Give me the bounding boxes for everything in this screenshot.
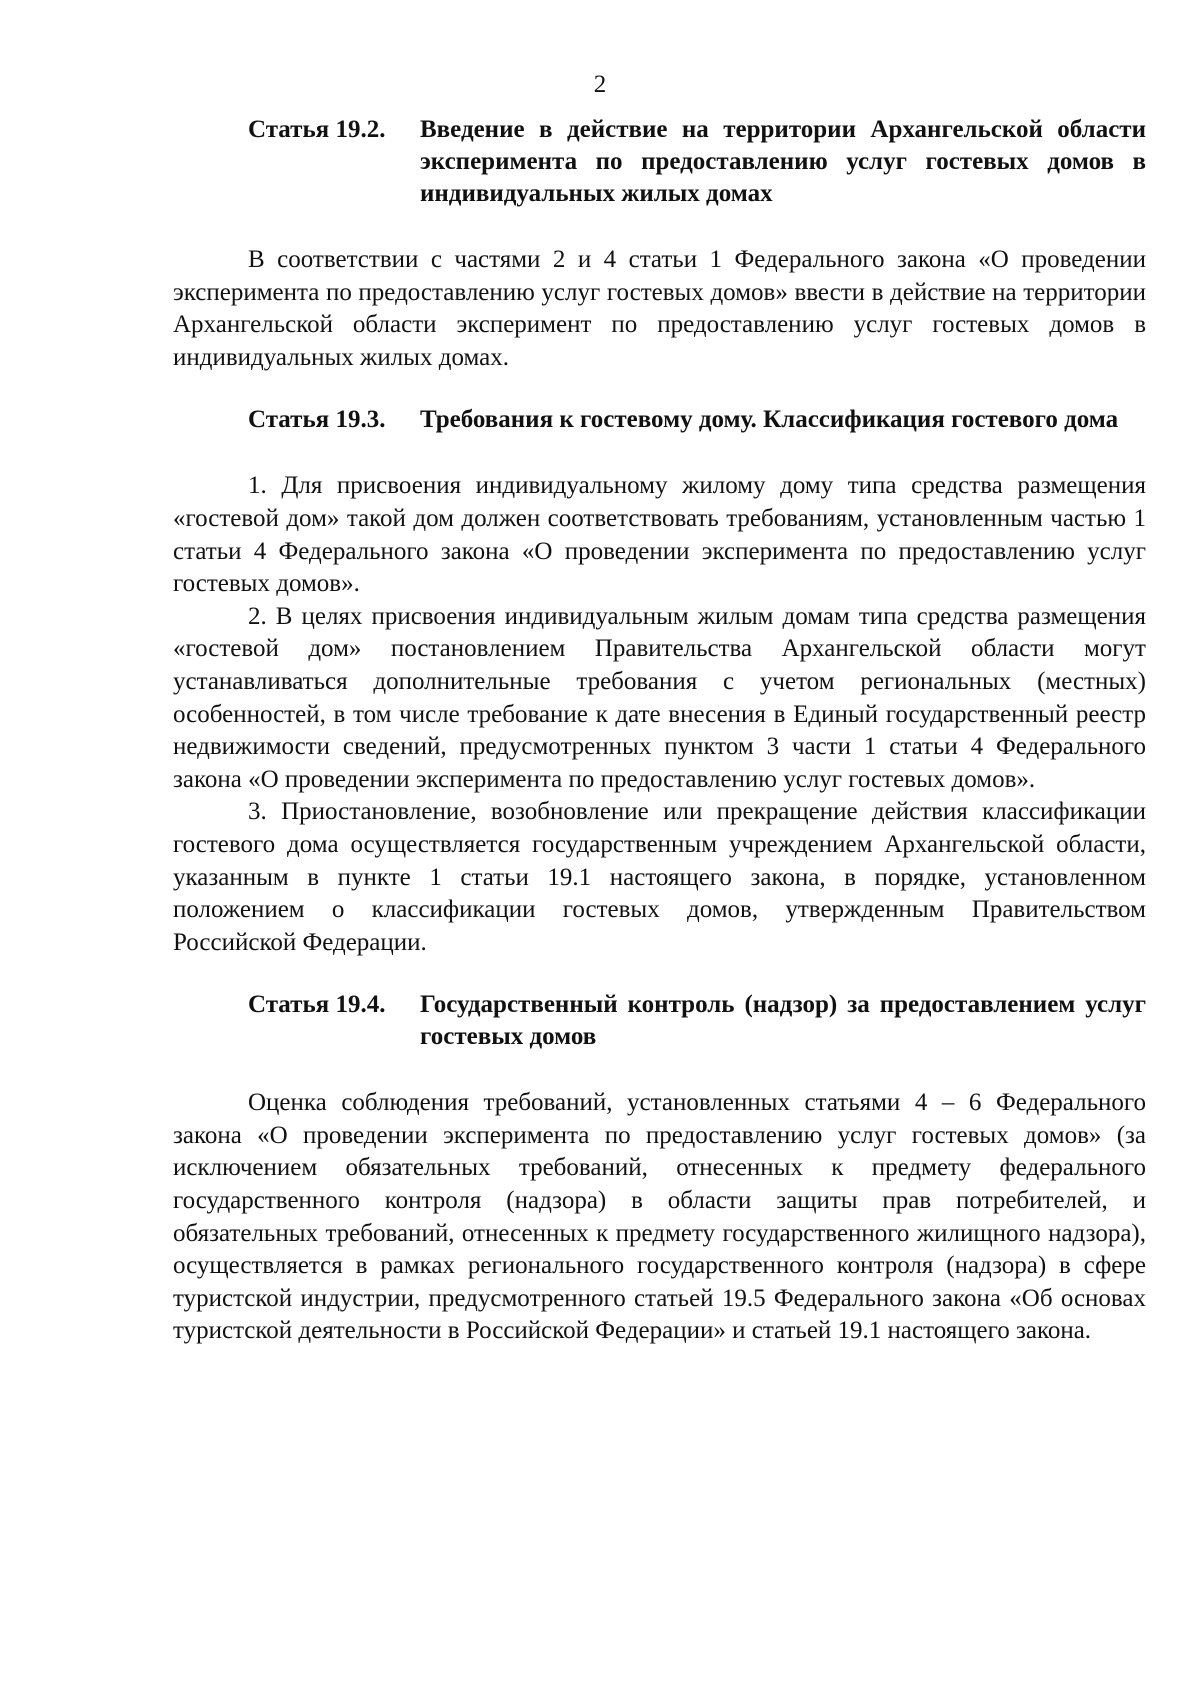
article-number: Статья 19.2. — [248, 116, 386, 143]
paragraph: 2. В целях присвоения индивидуальным жилым домам типа средства размещения «гостевой дом» постановлением Правительства Архангельской области могут устанавливаться дополнительные требования с учетом региональных (местных) особенностей, в том числе требование к дате внесения в Единый государственный реестр недвижимости сведений, предусмотренных пунктом 3 части 1 статьи 4 Федерального закона «О проведении эксперимента по предоставлению услуг гостевых домов». — [173, 602, 1146, 793]
article-heading-19-3 — [173, 404, 1146, 436]
article-title: Введение в действие на территории Архангельской области эксперимента по предоставлению услуг гостевых домов в индивидуальных жилых домах — [420, 116, 1146, 207]
paragraph: 3. Приостановление, возобновление или прекращение действия классификации гостевого дома осуществляется государственным учреждением Архангельской области, указанным в пункте 1 статьи 19.1 настоящего закона, в порядке, установленном положением о классификации гостевых домов, утвержденным Правительством Российской Федерации. — [173, 798, 1146, 956]
paragraph: Оценка соблюдения требований, установленных статьями 4 – 6 Федерального закона «О проведении эксперимента по предоставлению услуг гостевых домов» (за исключением обязательных требований, отнесенных к предмету федерального государственного контроля (надзора) в области защиты прав потребителей, и обязательных требований, отнесенных к предмету государственного жилищного надзора), осуществляется в рамках регионального государственного контроля (надзора) в сфере туристской индустрии, предусмотренного статьей 19.5 Федерального закона «Об основах туристской деятельности в Российской Федерации» и статьей 19.1 настоящего закона. — [173, 1089, 1146, 1345]
article-title: Требования к гостевому дому. Классификация гостевого дома — [420, 406, 1119, 434]
document-body — [173, 114, 1146, 1348]
article-heading-19-2 — [173, 114, 1146, 210]
paragraph: 1. Для присвоения индивидуальному жилому дому типа средства размещения «гостевой дом» такой дом должен соответствовать требованиям, установленным частью 1 статьи 4 Федерального закона «О проведении эксперимента по предоставлению услуг гостевых домов». — [173, 472, 1146, 598]
page-number: 2 — [593, 71, 607, 98]
article-number: Статья 19.3. — [248, 406, 386, 434]
article-title: Государственный контроль (надзор) за предоставлением услуг гостевых домов — [420, 991, 1146, 1051]
article-number: Статья 19.4. — [248, 991, 386, 1019]
article-heading-19-4 — [173, 989, 1146, 1053]
paragraph: В соответствии с частями 2 и 4 статьи 1 Федерального закона «О проведении эксперимента по предоставлению услуг гостевых домов» ввести в действие на территории Архангельской области эксперимент по предоставлению услуг гостевых домов в индивидуальных жилых домах. — [173, 246, 1146, 371]
